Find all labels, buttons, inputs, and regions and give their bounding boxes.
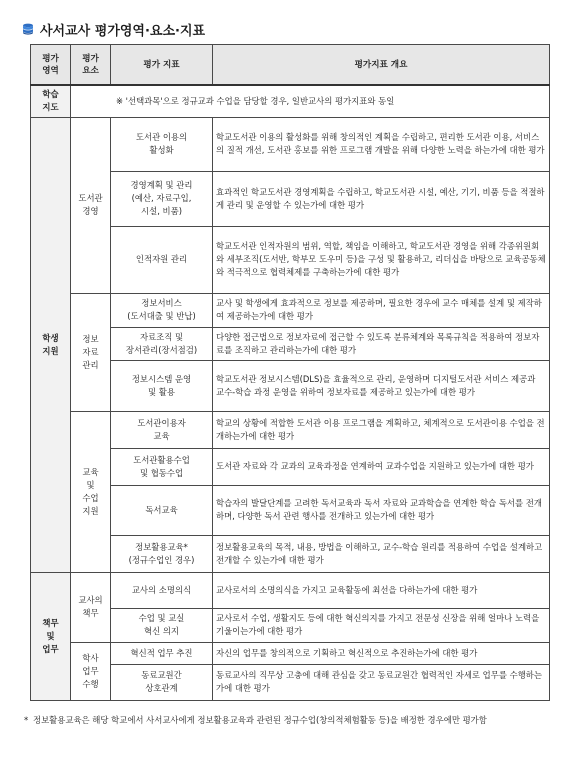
evaluation-table — [30, 44, 550, 701]
overview-cell: 효과적인 학교도서관 경영계획을 수립하고, 학교도서관 시설, 예산, 기기, 비품 등을 적절하게 관리 및 운영할 수 있는가에 대한 평가 — [213, 171, 550, 226]
overview-cell: 학습자의 발달단계를 고려한 독서교육과 독서 자료와 교과학습을 연계한 학습 독서를 전개하며, 다양한 독서 관련 행사를 전개하고 있는가에 대한 평가 — [213, 485, 550, 535]
area-study: 학습 지도 — [31, 85, 71, 117]
area-student-support: 학생 지원 — [31, 117, 71, 572]
overview-cell: 학교도서관 이용의 활성화를 위해 창의적인 계획을 수립하고, 편리한 도서관 이용, 서비스의 질적 개선, 도서관 홍보를 위한 프로그램 개발을 위해 다양한 노력을 하는가에 대한 평가 — [213, 117, 550, 171]
table-row — [31, 85, 550, 117]
overview-cell: 교사로서의 소명의식을 가지고 교육활동에 최선을 다하는가에 대한 평가 — [213, 572, 550, 608]
overview-cell: 교사로서 수업, 생활지도 등에 대한 혁신의지를 가지고 전문성 신장을 위해 얼마나 노력을 기울이는가에 대한 평가 — [213, 608, 550, 642]
indicator-cell: 도서관 이용의 활성화 — [111, 117, 213, 171]
table-row — [31, 572, 550, 608]
indicator-cell: 혁신적 업무 추진 — [111, 642, 213, 664]
overview-cell: 자신의 업무를 창의적으로 기획하고 혁신적으로 추진하는가에 대한 평가 — [213, 642, 550, 664]
indicator-cell: 독서교육 — [111, 485, 213, 535]
header-area: 평가 영역 — [31, 45, 71, 86]
element-library-management: 도서관 경영 — [71, 117, 111, 293]
header-overview: 평가지표 개요 — [213, 45, 550, 86]
element-academic-work: 학사 업무 수행 — [71, 642, 111, 700]
indicator-cell: 도서관활용수업 및 협동수업 — [111, 448, 213, 485]
element-teacher-responsibility: 교사의 책무 — [71, 572, 111, 642]
element-education-support: 교육 및 수업 지원 — [71, 411, 111, 572]
table-row — [31, 642, 550, 664]
header-indicator: 평가 지표 — [111, 45, 213, 86]
header-element: 평가 요소 — [71, 45, 111, 86]
indicator-cell: 수업 및 교실 혁신 의지 — [111, 608, 213, 642]
overview-cell: 교사 및 학생에게 효과적으로 정보를 제공하며, 필요한 경우에 교수 매체를 설계 및 제작하여 제공하는가에 대한 평가 — [213, 293, 550, 327]
study-note: ※ '선택과목'으로 정규교과 수업을 담당할 경우, 일반교사의 평가지표와 동일 — [71, 85, 550, 117]
area-duty: 책무 및 업무 — [31, 572, 71, 700]
table-header-row — [31, 45, 550, 86]
overview-cell: 정보활용교육의 목적, 내용, 방법을 이해하고, 교수-학습 원리를 적용하여 수업을 설계하고 전개할 수 있는가에 대한 평가 — [213, 535, 550, 572]
overview-cell: 다양한 접근법으로 정보자료에 접근할 수 있도록 분류체계와 목록규칙을 적용하여 정보자료를 조직하고 관리하는가에 대한 평가 — [213, 327, 550, 360]
indicator-cell: 자료조직 및 장서관리(장서점검) — [111, 327, 213, 360]
indicator-cell: 교사의 소명의식 — [111, 572, 213, 608]
database-stack-icon — [22, 23, 34, 35]
indicator-cell: 경영계획 및 관리 (예산, 자료구입, 시설, 비품) — [111, 171, 213, 226]
title-text: 사서교사 평가영역·요소·지표 — [40, 23, 206, 39]
overview-cell: 도서관 자료와 각 교과의 교육과정을 연계하여 교과수업을 지원하고 있는가에 대한 평가 — [213, 448, 550, 485]
footnote-text: 정보활용교육은 해당 학교에서 사서교사에게 정보활용교육과 관련된 정규수업(창의적체험활동 등)을 배정한 경우에만 평가함 — [33, 715, 487, 725]
table-row — [31, 411, 550, 448]
indicator-cell: 인적자원 관리 — [111, 226, 213, 293]
table-row — [31, 117, 550, 171]
overview-cell: 동료교사의 직무상 고충에 대해 관심을 갖고 동료교원간 협력적인 자세로 업무를 수행하는가에 대한 평가 — [213, 664, 550, 700]
indicator-cell: 도서관이용자 교육 — [111, 411, 213, 448]
document-title — [22, 18, 205, 40]
overview-cell: 학교의 상황에 적합한 도서관 이용 프로그램을 계획하고, 체계적으로 도서관이용 수업을 전개하는가에 대한 평가 — [213, 411, 550, 448]
indicator-cell: 정보시스템 운영 및 활용 — [111, 360, 213, 411]
indicator-cell: 정보활용교육* (정규수업인 경우) — [111, 535, 213, 572]
overview-cell: 학교도서관 인적자원의 범위, 역할, 책임을 이해하고, 학교도서관 경영을 위해 각종위원회와 세부조직(도서반, 학부모 도우미 등)을 구성 및 활용하고, 리더십을 바탕으로 교육공동체와 적극적으로 협력체제를 구축하는가에 대한 평가 — [213, 226, 550, 293]
indicator-cell: 동료교원간 상호관계 — [111, 664, 213, 700]
overview-cell: 학교도서관 정보시스템(DLS)을 효율적으로 관리, 운영하며 디지털도서관 서비스 제공과 교수-학습 과정 운영을 위하여 정보자료를 제공하고 있는가에 대한 평가 — [213, 360, 550, 411]
element-info-management: 정보 자료 관리 — [71, 293, 111, 411]
footnote-bullet: * — [24, 715, 29, 725]
table-row — [31, 293, 550, 327]
indicator-cell: 정보서비스 (도서대출 및 반납) — [111, 293, 213, 327]
footnote — [24, 714, 550, 727]
